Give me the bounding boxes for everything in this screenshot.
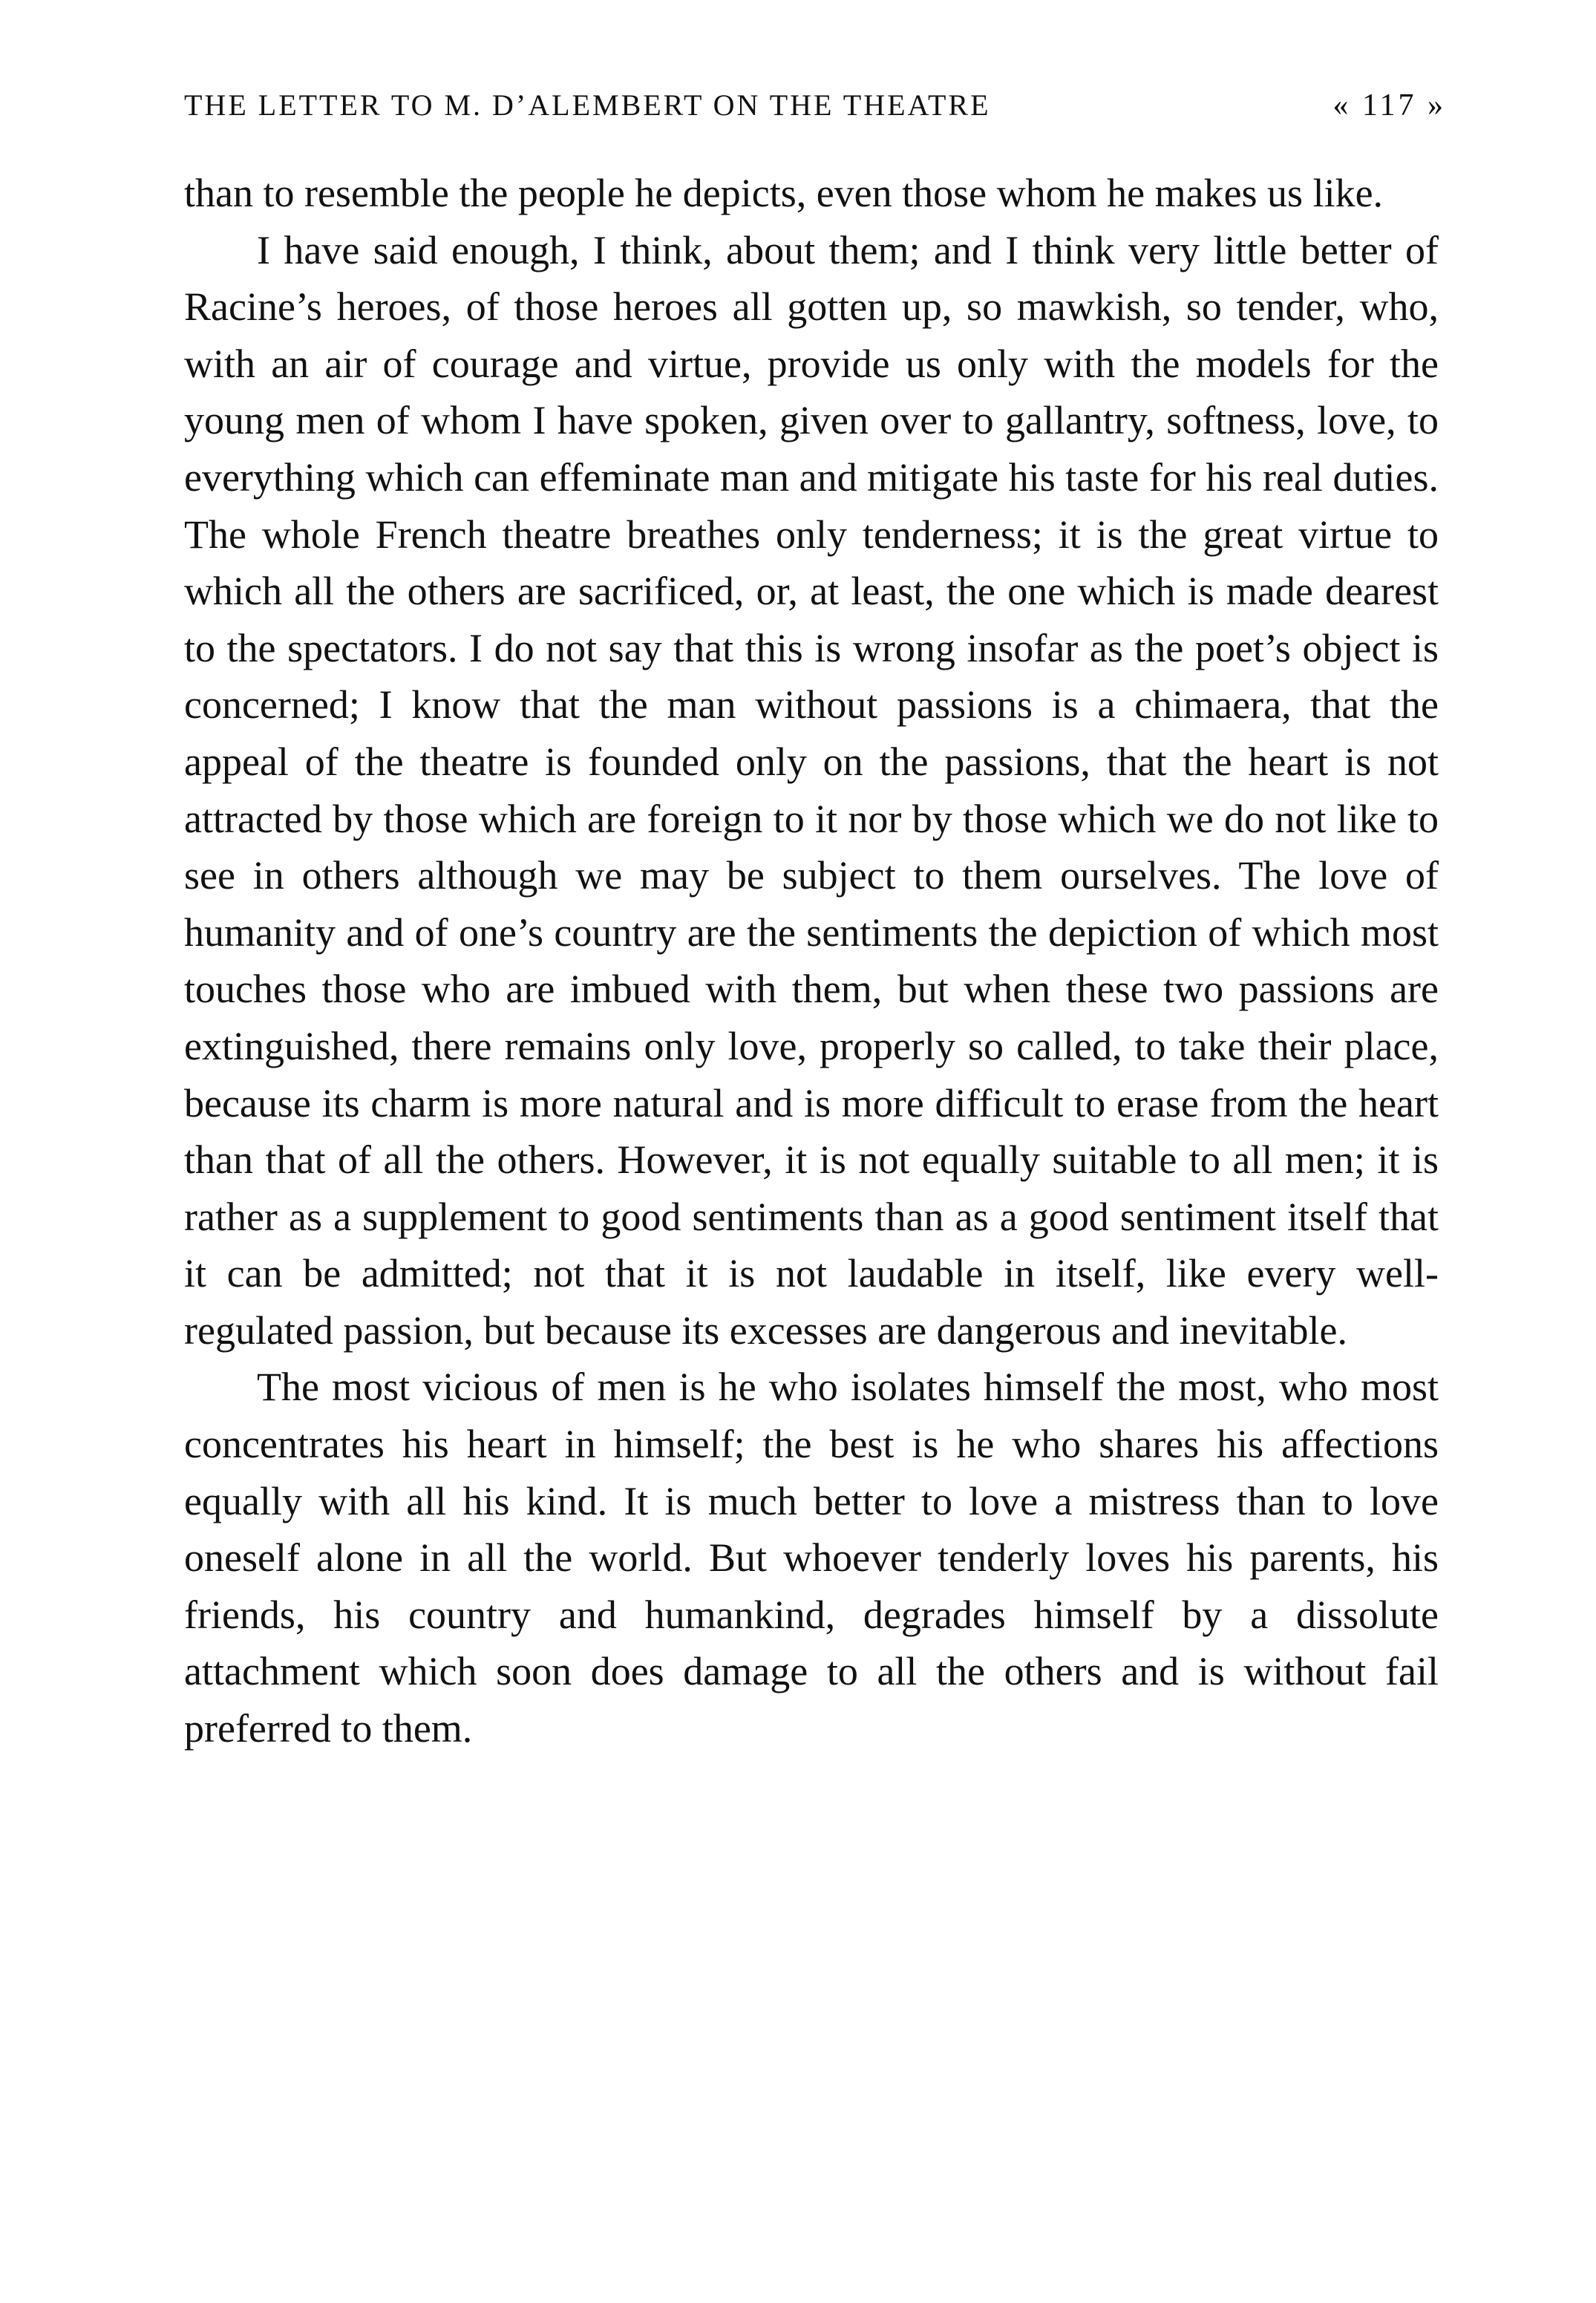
running-title: THE LETTER TO M. D’ALEMBERT ON THE THEATRE [184,88,991,122]
paragraph-continued: than to resemble the people he depicts, even those whom he makes us like. [184,171,1384,215]
running-head [184,88,1446,132]
paragraph: I have said enough, I think, about them; and I think very little better of Racine’s heroes, of those heroes all gotten up, so mawkish, so tender, who, with an air of courage and virtue, provide us only with the models for the young men of whom I have spoken, given over to gallantry, softness, love, to everything which can effeminate man and mitigate his taste for his real duties. The whole French theatre breathes only tenderness; it is the great virtue to which all the others are sacrificed, or, at least, the one which is made dearest to the spectators. I do not say that this is wrong insofar as the poet’s object is concerned; I know that the man without passions is a chimaera, that the appeal of the theatre is founded only on the passions, that the heart is not attracted by those which are foreign to it nor by those which we do not like to see in others although we may be subject to them ourselves. The love of humanity and of one’s country are the sentiments the depiction of which most touches those who are imbued with them, but when these two passions are extinguished, there remains only love, properly so called, to take their place, because its charm is more natural and is more difficult to erase from the heart than that of all the others. However, it is not equally suitable to all men; it is rather as a supplement to good sentiments than as a good sentiment itself that it can be admitted; not that it is not laudable in itself, like every well-regulated passion, but because its excesses are dangerous and inevitable. [184,227,1439,1353]
body-text [184,165,1439,1757]
paragraph: The most vicious of men is he who isolates himself the most, who most concentrates his heart in himself; the best is he who shares his affections equally with all his kind. It is much better to love a mistress than to love oneself alone in all the world. But whoever tenderly loves his parents, his friends, his country and humankind, degrades himself by a dissolute attachment which soon does damage to all the others and is without fail preferred to them. [184,1365,1439,1751]
page-number: « 117 » [1332,88,1446,122]
